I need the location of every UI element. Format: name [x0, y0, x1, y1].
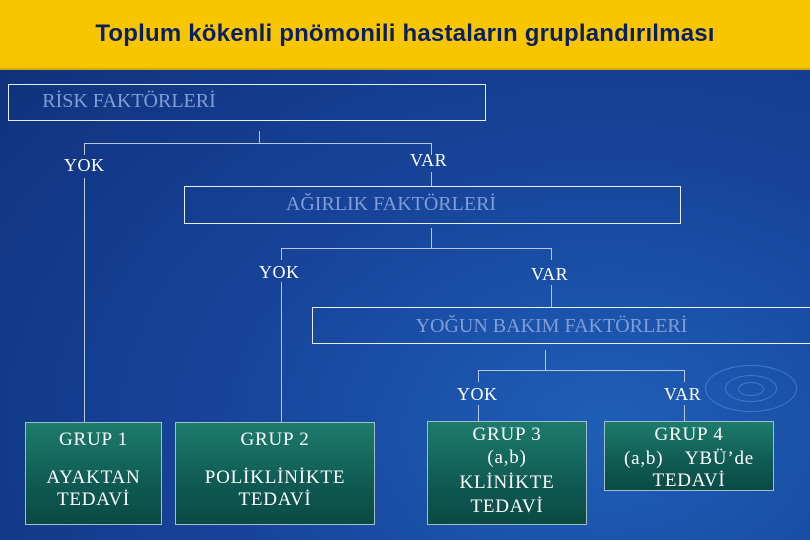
connector-line [431, 172, 432, 186]
severity-no-label: YOK [259, 262, 300, 282]
group-1-line-2: TEDAVİ [56, 489, 131, 510]
connector-line [431, 228, 432, 248]
risk-factors-box [8, 84, 486, 121]
connector-line [545, 350, 546, 370]
group-4-box [604, 421, 774, 491]
severity-yes-label: VAR [531, 264, 569, 284]
group-1-title: GRUP 1 [58, 429, 129, 450]
connector-line [281, 282, 282, 422]
group-1-box [25, 422, 162, 525]
connector-line [551, 285, 552, 307]
group-2-title: GRUP 2 [240, 429, 310, 450]
group-2-line-2: TEDAVİ [238, 489, 312, 510]
title-bar [0, 0, 810, 70]
group-1-line-1: AYAKTAN [46, 467, 141, 488]
risk-yes-label: VAR [410, 150, 448, 170]
risk-factors-label: RİSK FAKTÖRLERİ [42, 90, 216, 112]
connector-line [478, 370, 685, 371]
risk-no-label: YOK [64, 155, 105, 175]
group-2-box [175, 422, 375, 525]
connector-line [281, 248, 552, 249]
icu-factors-box [312, 307, 810, 344]
connector-line [478, 370, 479, 382]
icu-factors-label: YOĞUN BAKIM FAKTÖRLERİ [415, 315, 688, 337]
group-3-box [427, 421, 587, 525]
connector-line [84, 178, 85, 422]
icu-yes-label: VAR [664, 384, 702, 404]
group-3-line-1: (a,b) [487, 447, 527, 468]
connector-line [551, 248, 552, 260]
connector-line [84, 143, 85, 155]
group-2-line-1: POLİKLİNİKTE [204, 467, 346, 488]
severity-factors-label: AĞIRLIK FAKTÖRLERİ [285, 193, 497, 215]
group-4-title: GRUP 4 [654, 424, 724, 445]
connector-line [281, 248, 282, 260]
group-3-title: GRUP 3 [472, 424, 542, 445]
water-ripple-decoration [738, 382, 764, 396]
severity-factors-box [184, 186, 681, 224]
group-3-line-3: TEDAVİ [470, 496, 544, 517]
connector-line [684, 405, 685, 421]
connector-line [259, 131, 260, 143]
group-3-line-2: KLİNİKTE [459, 472, 555, 493]
group-4-line-2: TEDAVİ [652, 470, 726, 491]
connector-line [684, 370, 685, 382]
icu-no-label: YOK [457, 384, 498, 404]
connector-line [84, 143, 432, 144]
connector-line [478, 405, 479, 421]
page-title: Toplum kökenli pnömonili hastaların gruplandırılması [95, 20, 715, 47]
group-4-line-1: (a,b) YBÜ’de [623, 448, 754, 469]
